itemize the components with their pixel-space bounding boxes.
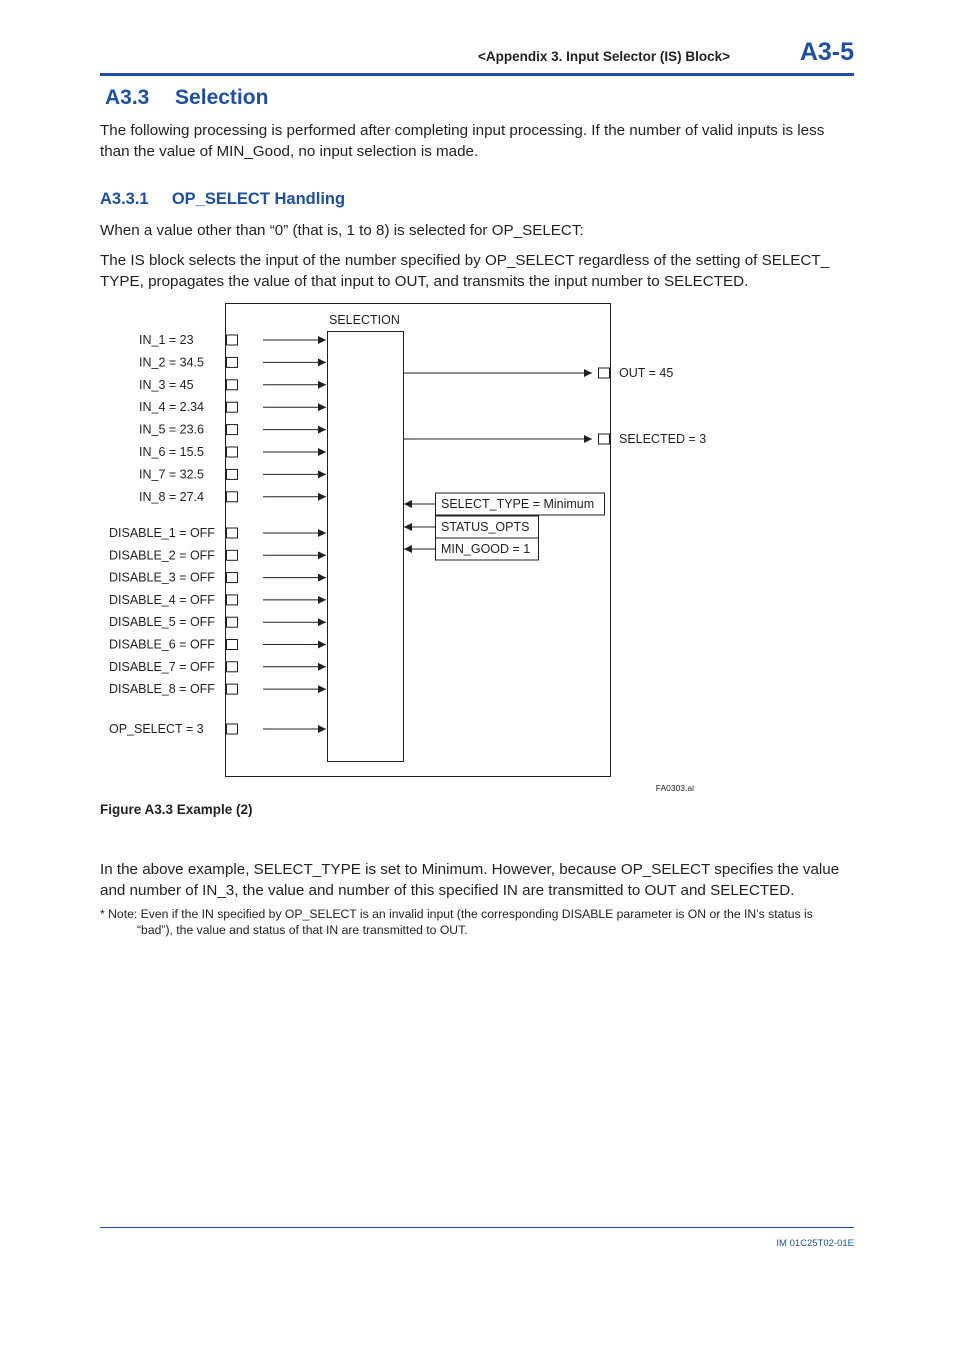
disable-6-label: DISABLE_6 = OFF	[109, 637, 215, 652]
input-1-label: IN_1 = 23	[139, 333, 194, 347]
disable-4-label: DISABLE_4 = OFF	[109, 592, 215, 607]
figure-file-name: FA0303.ai	[655, 783, 694, 793]
disable-1-terminal	[227, 528, 238, 538]
input-4-terminal	[227, 402, 238, 412]
function-block-frame	[226, 304, 611, 777]
disable-3-terminal	[227, 573, 238, 583]
op-select-label: OP_SELECT = 3	[109, 722, 204, 736]
disable-7-label: DISABLE_7 = OFF	[109, 659, 215, 674]
paragraph-2: The IS block selects the input of the number specified by OP_SELECT regardless of the setting of SELECT_ TYPE, propagates the value of that input to OUT, and transmits the input number to SELECTED.	[100, 252, 830, 290]
input-5-label: IN_5 = 23.6	[139, 422, 204, 437]
disable-2-terminal	[227, 550, 238, 560]
section-number: A3.3	[105, 86, 150, 109]
paragraph-3: In the above example, SELECT_TYPE is set to Minimum. However, because OP_SELECT specifies the value and number of IN_3, the value and number of this specified IN are transmitted to OUT and SELECTED.	[100, 861, 840, 899]
figure-caption: Figure A3.3 Example (2)	[100, 802, 253, 817]
subsection-number: A3.3.1	[100, 190, 149, 208]
disable-7-terminal	[227, 662, 238, 672]
output-1-label: OUT = 45	[619, 366, 674, 380]
input-8-label: IN_8 = 27.4	[139, 489, 204, 504]
input-2-terminal	[227, 357, 238, 367]
subsection-title: OP_SELECT Handling	[171, 190, 346, 208]
section-title: Selection	[175, 86, 269, 109]
output-2-label: SELECTED = 3	[619, 432, 707, 446]
disable-2-label: DISABLE_2 = OFF	[109, 548, 215, 563]
footer-rule	[100, 1227, 854, 1228]
disable-1-label: DISABLE_1 = OFF	[109, 526, 215, 540]
input-4-label: IN_4 = 2.34	[139, 400, 204, 415]
input-3-terminal	[227, 380, 238, 390]
disable-5-terminal	[227, 617, 238, 627]
selection-label: SELECTION	[329, 313, 400, 327]
input-2-label: IN_2 = 34.5	[139, 355, 204, 370]
input-3-label: IN_3 = 45	[139, 377, 194, 392]
input-1-terminal	[227, 335, 238, 345]
page-number: A3-5	[799, 38, 854, 66]
disable-6-terminal	[227, 640, 238, 650]
output-2-terminal	[599, 434, 610, 444]
disable-3-label: DISABLE_3 = OFF	[109, 570, 215, 585]
input-8-terminal	[227, 492, 238, 502]
input-6-terminal	[227, 447, 238, 457]
disable-8-terminal	[227, 684, 238, 694]
intro-paragraph: The following processing is performed after completing input processing. If the number of valid inputs is less than the value of MIN_Good, no input selection is made.	[100, 122, 825, 160]
disable-4-terminal	[227, 595, 238, 605]
param-2-label: STATUS_OPTS	[441, 520, 530, 534]
paragraph-1: When a value other than “0” (that is, 1 to 8) is selected for OP_SELECT:	[100, 222, 584, 239]
output-1-terminal	[599, 368, 610, 378]
disable-8-label: DISABLE_8 = OFF	[109, 682, 215, 697]
running-header: <Appendix 3. Input Selector (IS) Block>	[477, 49, 730, 64]
param-1-label: SELECT_TYPE = Minimum	[441, 497, 595, 511]
footnote-line-1: * Note: Even if the IN specified by OP_SELECT is an invalid input (the corresponding DISABLE parameter is ON or the IN’s status is	[100, 907, 813, 921]
param-3-label: MIN_GOOD = 1	[441, 542, 531, 556]
input-5-terminal	[227, 425, 238, 435]
input-6-label: IN_6 = 15.5	[139, 445, 204, 459]
footnote	[100, 907, 840, 938]
input-7-label: IN_7 = 32.5	[139, 467, 204, 482]
selection-box	[328, 332, 404, 762]
input-7-terminal	[227, 469, 238, 479]
disable-5-label: DISABLE_5 = OFF	[109, 615, 215, 630]
footnote-line-2: “bad”), the value and status of that IN are transmitted to OUT.	[137, 922, 468, 937]
op-select-terminal	[227, 724, 238, 734]
document-id: IM 01C25T02-01E	[776, 1238, 854, 1249]
